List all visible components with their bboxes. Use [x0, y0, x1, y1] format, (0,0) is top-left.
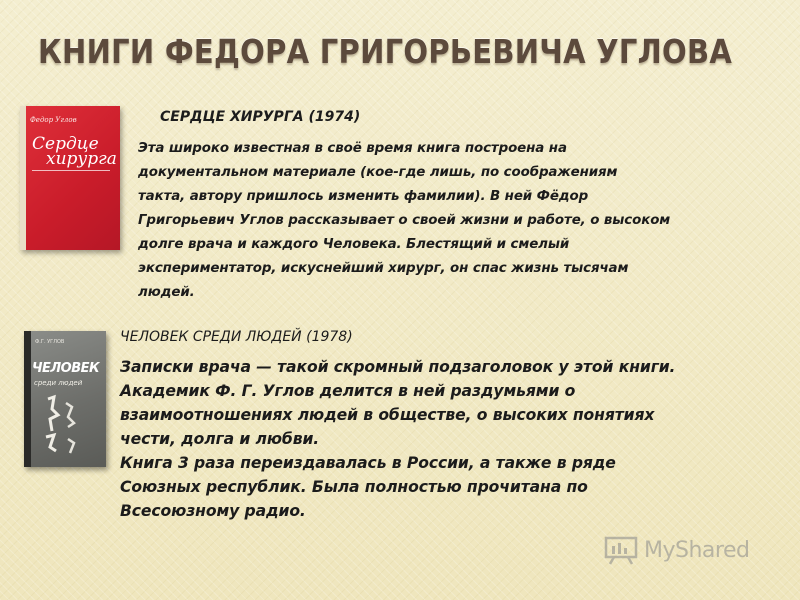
book-description-1	[138, 137, 778, 305]
book-cover-chelovek-sredi-lyudey	[24, 331, 106, 467]
description-line: людей.	[138, 285, 195, 300]
watermark-text: MyShared	[644, 537, 750, 563]
cover-title	[32, 134, 117, 169]
book-description-2	[120, 355, 780, 523]
description-line: Записки врача — такой скромный подзаголовок у этой книги.	[120, 358, 676, 376]
description-line: Академик Ф. Г. Углов делится в ней раздумьями о	[120, 382, 576, 400]
cover-title-line1: Сердце	[32, 134, 99, 154]
description-line: Союзных республик. Была полностью прочитана по	[120, 478, 588, 496]
cover-author: Ф.Г. УГЛОВ	[35, 339, 65, 345]
cover-figures-illustration	[38, 393, 88, 463]
book-title-1: СЕРДЦЕ ХИРУРГА (1974)	[160, 109, 361, 125]
description-line: Эта широко известная в своё время книга построена на	[138, 141, 567, 156]
book-title-2: ЧЕЛОВЕК СРЕДИ ЛЮДЕЙ (1978)	[120, 329, 353, 345]
description-line: долге врача и каждого Человека. Блестящий и смелый	[138, 237, 570, 252]
description-line: взаимоотношениях людей в обществе, о высоких понятиях	[120, 406, 655, 424]
cover-strip	[20, 106, 26, 250]
presentation-board-icon	[604, 535, 638, 565]
description-line: чести, долга и любви.	[120, 430, 320, 448]
description-line: Всесоюзному радио.	[120, 502, 306, 520]
cover-title-line1: ЧЕЛОВЕК	[32, 361, 100, 376]
myshared-watermark	[604, 535, 749, 565]
description-line: документальном материале (кое-где лишь, по соображениям	[138, 165, 618, 180]
slide-title: КНИГИ ФЕДОРА ГРИГОРЬЕВИЧА УГЛОВА	[38, 32, 733, 71]
description-line: экспериментатор, искуснейший хирург, он спас жизнь тысячам	[138, 261, 629, 276]
cover-rule	[32, 170, 110, 171]
cover-title-line2: хирурга	[46, 149, 117, 169]
description-line: Книга 3 раза переиздавалась в России, а также в ряде	[120, 454, 616, 472]
book-cover-serdtse-khirurga	[20, 106, 120, 250]
description-line: такта, автору пришлось изменить фамилии). В ней Фёдор	[138, 189, 589, 204]
description-line: Григорьевич Углов рассказывает о своей жизни и работе, о высоком	[138, 213, 671, 228]
cover-title-line2: среди людей	[34, 379, 83, 387]
cover-author: Федор Углов	[30, 116, 77, 124]
cover-spine	[24, 331, 31, 467]
